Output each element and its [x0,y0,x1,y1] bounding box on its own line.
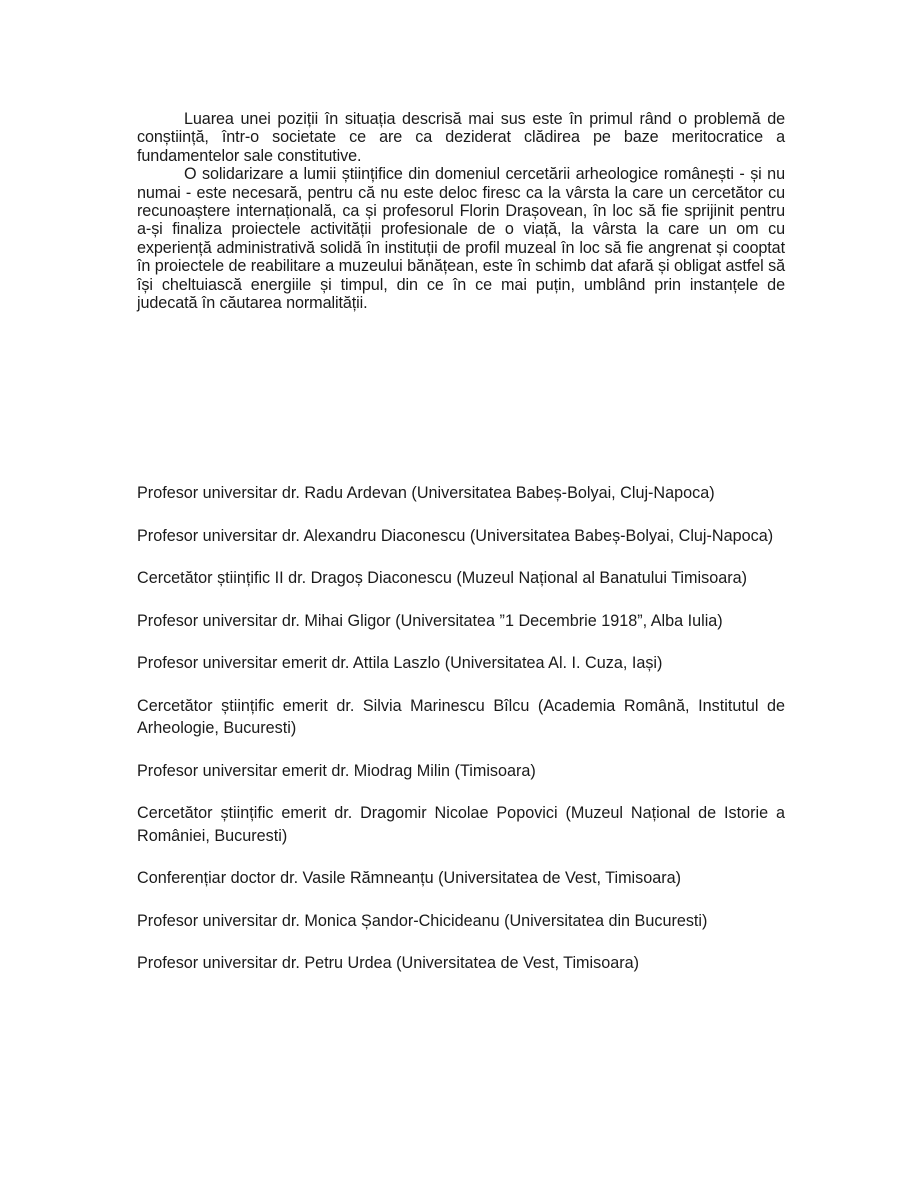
signatory-entry: Profesor universitar dr. Petru Urdea (Universitatea de Vest, Timisoara) [137,954,640,972]
signatory-entry: Cercetător științific emerit dr. Silvia Marinescu Bîlcu (Academia Română, Institutul de Arheologie, Bucuresti) [137,696,785,737]
intro-text [137,110,785,312]
signatory-entry: Cercetător științific emerit dr. Dragomir Nicolae Popovici (Muzeul Național de Istorie a României, Bucuresti) [137,804,785,845]
signatory-entry: Profesor universitar dr. Mihai Gligor (Universitatea ”1 Decembrie 1918”, Alba Iulia) [137,611,723,630]
signatory-entry: Cercetător științific II dr. Dragoș Diaconescu (Muzeul Național al Banatului Timisoara) [137,569,747,587]
signatory-entry: Profesor universitar dr. Radu Ardevan (Universitatea Babeș-Bolyai, Cluj-Napoca) [137,484,715,502]
paragraph: O solidarizare a lumii științifice din domeniul cercetării arheologice românești - și nu numai - este necesară, pentru că nu este deloc firesc ca la vârsta la care un cercetător cu recunoaștere internațională, ca și profesorul Florin Drașovean, în loc să fie sprijinit pentru a-și finaliza proiectele activității profesionale de o viață, la vârsta la care un om cu experiență administrativă solidă în instituții de profil muzeal în loc să fie angrenat și cooptat în proiectele de reabilitare a muzeului bănățean, este în schimb dat afară și obligat astfel să își cheltuiască energiile și timpul, din ce în ce mai puțin, umblând prin instanțele de judecată în căutarea normalității. [137,165,785,313]
signatory-entry: Profesor universitar emerit dr. Miodrag Milin (Timisoara) [137,761,536,780]
signatory-entry: Conferențiar doctor dr. Vasile Rămneanțu (Universitatea de Vest, Timisoara) [137,869,682,887]
paragraph: Luarea unei poziții în situația descrisă mai sus este în primul rând o problemă de conștiință, într-o societate ce are ca deziderat clădirea pe baze meritocratice a fundamentelor sale constitutive. [137,110,785,165]
signatory-list [137,482,785,995]
signatory-entry: Profesor universitar dr. Monica Șandor-Chicideanu (Universitatea din Bucuresti) [137,911,708,930]
signatory-entry: Profesor universitar emerit dr. Attila Laszlo (Universitatea Al. I. Cuza, Iași) [137,654,663,672]
signatory-entry: Profesor universitar dr. Alexandru Diaconescu (Universitatea Babeș-Bolyai, Cluj-Napoca) [137,526,774,545]
